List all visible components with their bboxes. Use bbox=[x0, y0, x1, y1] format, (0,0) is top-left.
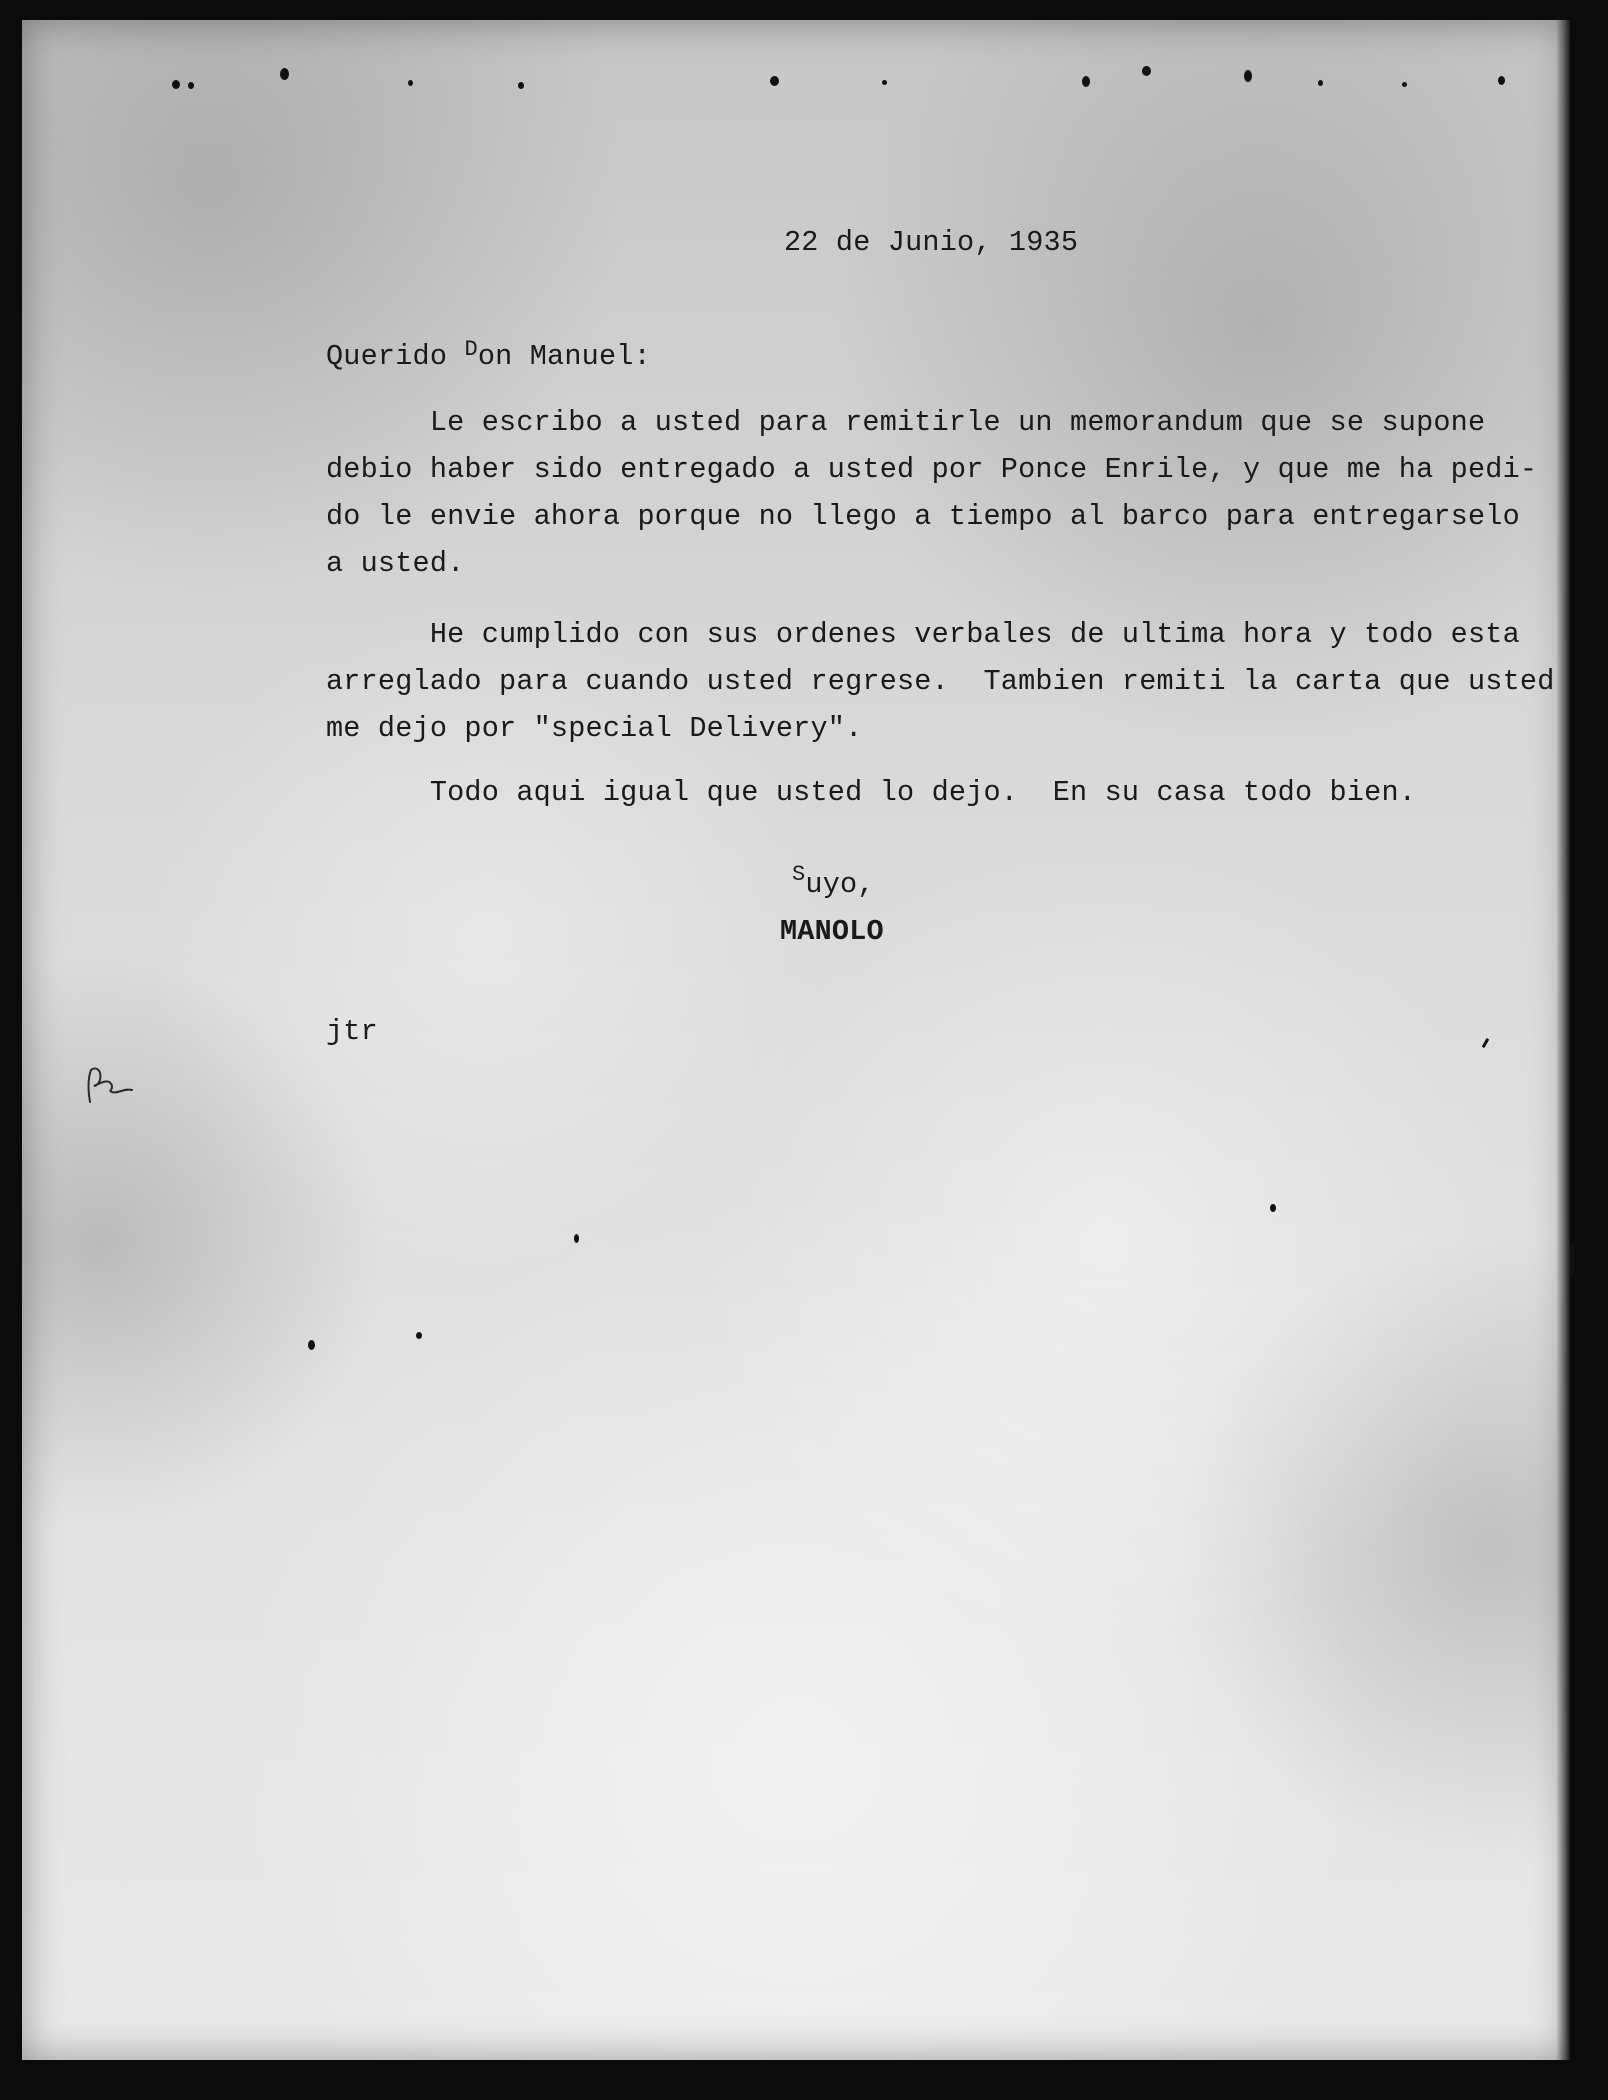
ink-speck bbox=[1318, 80, 1323, 86]
ink-speck bbox=[280, 68, 289, 80]
ink-speck bbox=[308, 1340, 315, 1350]
salutation-prefix: Querido bbox=[326, 340, 465, 373]
paragraph-2-line: me dejo por "special Delivery". bbox=[326, 712, 863, 745]
ink-speck bbox=[188, 82, 194, 89]
ink-speck bbox=[408, 80, 413, 86]
salutation-rest: on Manuel: bbox=[477, 340, 651, 373]
ink-speck bbox=[1244, 70, 1252, 82]
ink-speck bbox=[1082, 76, 1090, 87]
salutation bbox=[326, 337, 651, 373]
ink-speck bbox=[1570, 1245, 1575, 1275]
ink-speck bbox=[1142, 66, 1151, 76]
ink-speck bbox=[172, 80, 180, 89]
paragraph-2-line: He cumplido con sus ordenes verbales de ultima hora y todo esta bbox=[326, 618, 1520, 651]
page-edge-shadow bbox=[1556, 20, 1570, 2060]
typist-initials: jtr bbox=[326, 1015, 378, 1048]
paragraph-2-line: arreglado para cuando usted regrese. Tambien remiti la carta que usted bbox=[326, 665, 1555, 698]
paragraph-3-line: Todo aqui igual que usted lo dejo. En su casa todo bien. bbox=[326, 776, 1417, 809]
handwritten-mark-icon bbox=[82, 1060, 142, 1110]
salutation-capital: D bbox=[464, 337, 478, 362]
letter-date: 22 de Junio, 1935 bbox=[784, 226, 1079, 259]
closing-rest: uyo, bbox=[805, 868, 875, 901]
ink-speck bbox=[1270, 1204, 1276, 1212]
paragraph-1-line: a usted. bbox=[326, 547, 465, 580]
paragraph-1-line: do le envie ahora porque no llego a tiempo al barco para entregarselo bbox=[326, 500, 1520, 533]
ink-speck bbox=[882, 80, 887, 85]
paragraph-1-line: debio haber sido entregado a usted por Ponce Enrile, y que me ha pedi- bbox=[326, 453, 1538, 486]
ink-speck bbox=[1402, 82, 1407, 87]
letter-page bbox=[22, 20, 1570, 2060]
ink-speck bbox=[1498, 76, 1505, 85]
ink-speck bbox=[416, 1332, 422, 1339]
ink-speck bbox=[574, 1234, 579, 1243]
signature: MANOLO bbox=[780, 915, 884, 948]
paragraph-1-line: Le escribo a usted para remitirle un memorandum que se supone bbox=[326, 406, 1486, 439]
ink-speck bbox=[770, 76, 779, 86]
ink-speck bbox=[518, 82, 524, 89]
closing bbox=[792, 862, 875, 901]
ink-speck bbox=[1482, 1038, 1490, 1048]
closing-capital: S bbox=[792, 862, 806, 887]
